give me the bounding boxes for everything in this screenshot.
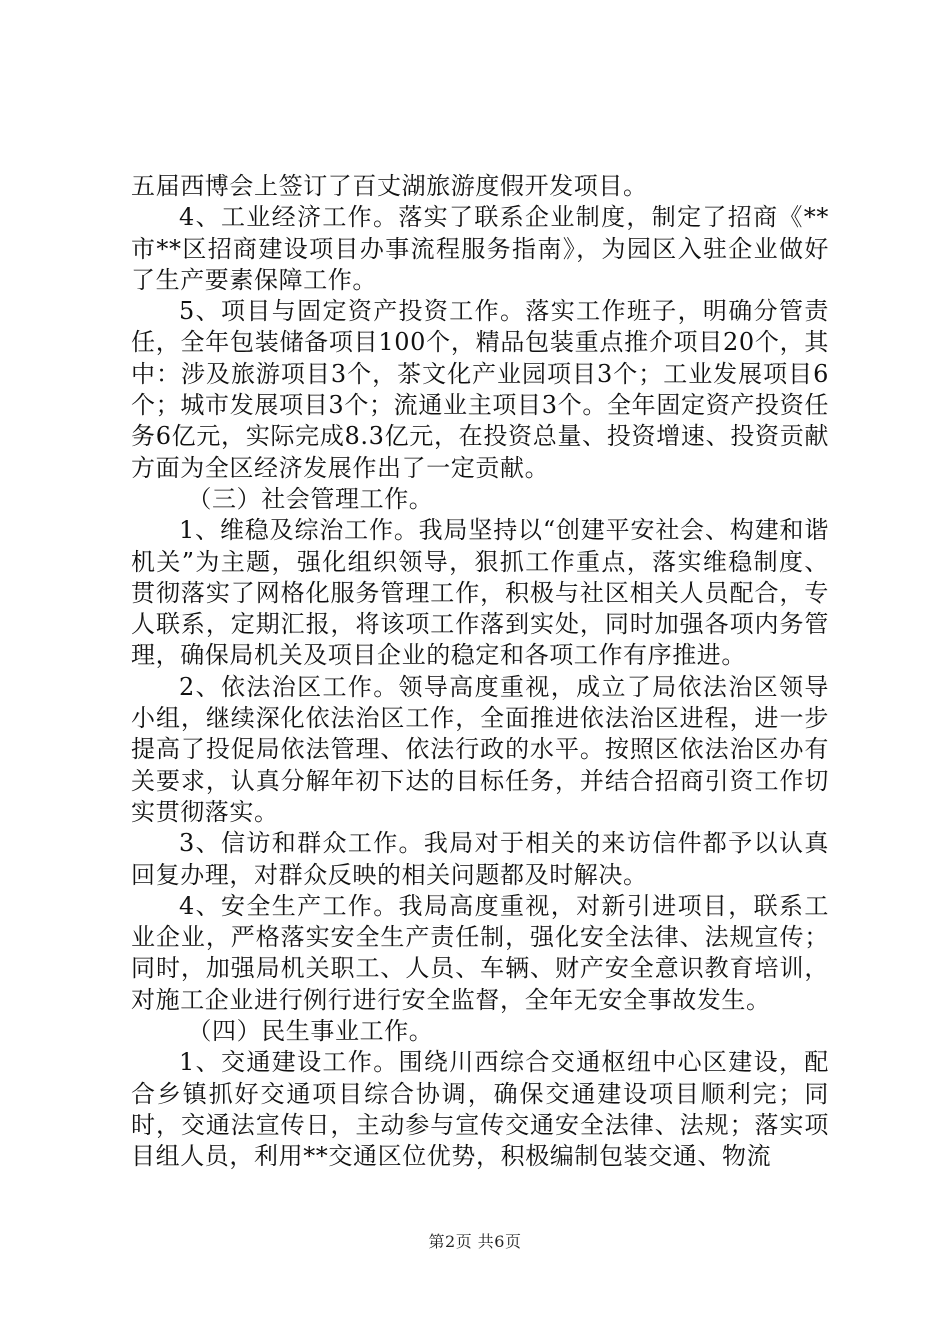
section-heading-livelihood: （四）民生事业工作。 xyxy=(187,1017,434,1046)
section-heading-social-management: （三）社会管理工作。 xyxy=(187,484,434,513)
paragraph-transport: 1、交通建设工作。围绕川西综合交通枢纽中心区建设，配合乡镇抓好交通项目综合协调，确保交通建设项目顺利完；同时，交通法宣传日，主动参与宣传交通安全法律、法规；落实项目组人员，利用**交通区位优势，积极编制包装交通、物流 xyxy=(131,1048,829,1171)
paragraph-industrial-economy: 4、工业经济工作。落实了联系企业制度，制定了招商《**市**区招商建设项目办事流程服务指南》，为园区入驻企业做好了生产要素保障工作。 xyxy=(131,203,829,294)
document-body xyxy=(131,171,829,1173)
page-number-footer: 第2页 共6页 xyxy=(428,1232,522,1251)
paragraph-work-safety: 4、安全生产工作。我局高度重视，对新引进项目，联系工业企业，严格落实安全生产责任制，强化安全法律、法规宣传；同时，加强局机关职工、人员、车辆、财产安全意识教育培训，对施工企业进行例行进行安全监督，全年无安全事故发生。 xyxy=(131,891,829,1014)
paragraph-fixed-asset-investment: 5、项目与固定资产投资工作。落实工作班子，明确分管责任，全年包装储备项目100个，精品包装重点推介项目20个，其中：涉及旅游项目3个，茶文化产业园项目3个；工业发展项目6个；城市发展项目3个；流通业主项目3个。全年固定资产投资任务6亿元，实际完成8.3亿元，在投资总量、投资增速、投资贡献方面为全区经济发展作出了一定贡献。 xyxy=(131,297,829,482)
paragraph-continuation: 五届西博会上签订了百丈湖旅游度假开发项目。 xyxy=(131,172,648,200)
paragraph-rule-of-law: 2、依法治区工作。领导高度重视，成立了局依法治区领导小组，继续深化依法治区工作，全面推进依法治区进程，进一步提高了投促局依法管理、依法行政的水平。按照区依法治区办有关要求，认真分解年初下达的目标任务，并结合招商引资工作切实贯彻落实。 xyxy=(131,672,829,826)
paragraph-stability: 1、维稳及综治工作。我局坚持以“创建平安社会、构建和谐机关”为主题，强化组织领导，狠抓工作重点，落实维稳制度、贯彻落实了网格化服务管理工作，积极与社区相关人员配合，专人联系，定期汇报，将该项工作落到实处，同时加强各项内务管理，确保局机关及项目企业的稳定和各项工作有序推进。 xyxy=(131,516,829,670)
paragraph-petitions: 3、信访和群众工作。我局对于相关的来访信件都予以认真回复办理，对群众反映的相关问题都及时解决。 xyxy=(131,829,829,889)
